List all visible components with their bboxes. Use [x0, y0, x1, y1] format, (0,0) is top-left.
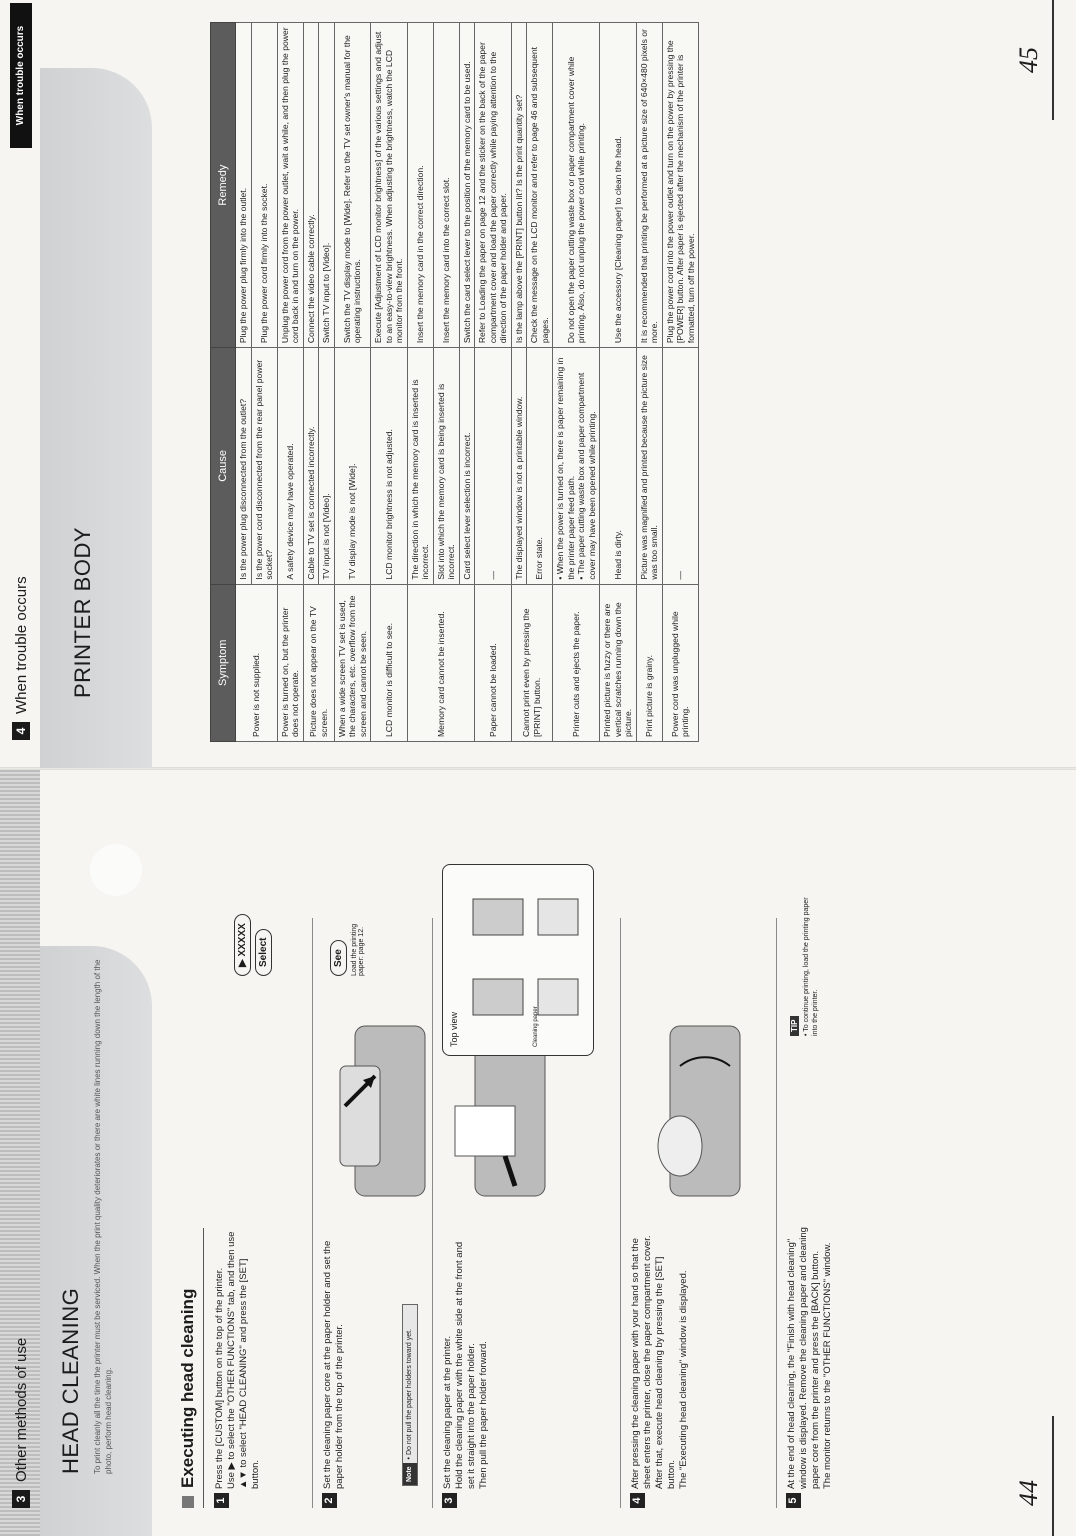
- remedy-cell: Unplug the power cord from the power outlet, wait a while, and then plug the power cord back in and turn on the power.: [277, 23, 303, 348]
- symptom-cell: Print picture is grainy.: [636, 584, 662, 741]
- intro-text: To print cleanly all the time the printer must be serviced. When the print quality deteriorates or there are white lines running down the length of the photo, perform head cleaning.: [93, 959, 113, 1474]
- section-title: When trouble occurs: [12, 576, 30, 714]
- remedy-cell: Insert the memory card in the correct direction.: [407, 23, 433, 348]
- cause-cell: The direction in which the memory card is inserted is incorrect.: [407, 348, 433, 584]
- see-text: Load the printing paper: page 12.: [351, 923, 365, 976]
- step-text: At the end of head cleaning, the "Finish with head cleaning" window is displayed. Remove the cleaning paper and cleaning paper core from the printer and press the [BACK] button. The monitor returns to the "OTHER FUNCTIONS" window.: [786, 1227, 833, 1489]
- page-44: [0, 768, 1076, 1536]
- title-band: [40, 68, 152, 768]
- top-view-label: Top view: [449, 1011, 459, 1047]
- printer-illustration-3: [640, 1006, 750, 1216]
- step-number: 3: [442, 1493, 457, 1508]
- cause-cell: Error state.: [527, 348, 553, 584]
- cause-cell: Is the power plug disconnected from the outlet?: [236, 348, 252, 584]
- table-row: [236, 23, 252, 742]
- cause-cell: Card select lever selection is incorrect.: [459, 348, 475, 584]
- step-text: Set the cleaning paper at the printer. Hold the cleaning paper with the white side at the front and set it straight into the paper holder. Then pull the paper holder forward.: [442, 1241, 489, 1489]
- cause-cell: TV input is not [Video].: [319, 348, 335, 584]
- page-number-rule: [1052, 1416, 1054, 1536]
- see-reference: [330, 906, 365, 976]
- see-label: See: [330, 940, 347, 976]
- binder-hole: [90, 844, 142, 896]
- section-header: [12, 1338, 30, 1508]
- xxxxx-pill: ▶ XXXXX: [234, 914, 251, 976]
- select-pill: Select: [255, 929, 272, 976]
- section-header: [12, 576, 30, 740]
- divider: [620, 918, 621, 1508]
- cause-cell: A safety device may have operated.: [277, 348, 303, 584]
- subhead-underline: [203, 1228, 204, 1508]
- step-text: Press the [CUSTOM] button on the top of the printer. Use ▶ to select the "OTHER FUNCTIONS" tab, and then use ▲▼ to select "HEAD CLEANING" and press the [SET] button.: [214, 1231, 261, 1489]
- cause-cell: —: [475, 348, 512, 584]
- cause-cell: Cable to TV set is connected incorrectly.: [303, 348, 319, 584]
- cause-cell: Is the power cord disconnected from the rear panel power socket?: [251, 348, 277, 584]
- header-cause: Cause: [211, 348, 236, 584]
- note-text: • Do not pull the paper holders toward yet.: [406, 1328, 413, 1460]
- cause-cell: Head is dirty.: [600, 348, 637, 584]
- cause-cell: • When the power is turned on, there is paper remaining in the printer paper feed path. • The paper cutting waste box and paper compartment cover may have been opened while printing.: [553, 348, 600, 584]
- remedy-cell: Do not open the paper cutting waste box or paper compartment cover while printing. Also, do not unplug the power cord while printing.: [553, 23, 600, 348]
- cause-cell: Slot into which the memory card is being inserted is incorrect.: [433, 348, 459, 584]
- subhead: [178, 1289, 198, 1508]
- step-5: [786, 1218, 834, 1508]
- divider: [776, 918, 777, 1508]
- symptom-cell: Power cord was unplugged while printing.: [662, 584, 699, 741]
- step-text: After pressing the cleaning paper with your hand so that the sheet enters the printer, close the paper compartment cover. After that, execute head cleaning by pressing the [SET] button. The "Executing head cleaning" window is displayed.: [630, 1235, 689, 1489]
- remedy-cell: Execute [Adjustment of LCD monitor brightness] of the various settings and adjust to an easy-to-view brightness. When adjusting the brightness, watch the LCD monitor from the front.: [371, 23, 408, 348]
- remedy-cell: Check the message on the LCD monitor and refer to page 46 and subsequent pages.: [527, 23, 553, 348]
- step-1: [214, 1218, 262, 1508]
- symptom-cell: Memory card cannot be inserted.: [407, 584, 475, 741]
- remedy-cell: Use the accessory [Cleaning paper] to clean the head.: [600, 23, 637, 348]
- table-row: [407, 23, 433, 742]
- cleaning-paper-label: Cleaning paper: [533, 1006, 539, 1047]
- page-number-44: 44: [1014, 1480, 1043, 1506]
- header-remedy: Remedy: [211, 23, 236, 348]
- table-row: [600, 23, 637, 742]
- button-pills: [234, 914, 276, 976]
- symptom-cell: When a wide screen TV set is used, the characters, etc. overflow from the screen and cannot be seen.: [334, 584, 371, 741]
- step-number: 4: [630, 1493, 645, 1508]
- symptom-cell: Printed picture is fuzzy or there are vertical scratches running down the picture.: [600, 584, 637, 741]
- table-row: [475, 23, 512, 742]
- subhead-title: Executing head cleaning: [178, 1288, 197, 1488]
- symptom-cell: Printer cuts and ejects the paper.: [553, 584, 600, 741]
- symptom-cell: Cannot print even by pressing the [PRINT] button.: [511, 584, 553, 741]
- table-body: [236, 23, 699, 742]
- remedy-cell: Switch TV input to [Video].: [319, 23, 335, 348]
- cause-cell: TV display mode is not [Wide].: [334, 348, 371, 584]
- tip-box: [790, 886, 820, 1036]
- remedy-cell: Plug the power plug firmly into the outlet.: [236, 23, 252, 348]
- note-box: [402, 1304, 418, 1486]
- cause-cell: Picture was magnified and printed because the picture size was too small.: [636, 348, 662, 584]
- page-number-45: 45: [1014, 47, 1043, 73]
- tip-text: • To continue printing, load the printing paper into the printer.: [803, 897, 819, 1036]
- remedy-cell: Connect the video cable correctly.: [303, 23, 319, 348]
- remedy-cell: Plug the power cord firmly into the socket.: [251, 23, 277, 348]
- top-view-box: [442, 864, 594, 1056]
- table-row: [277, 23, 303, 742]
- remedy-cell: It is recommended that printing be performed at a picture size of 640×480 pixels or more.: [636, 23, 662, 348]
- table-row: [371, 23, 408, 742]
- section-number: 3: [12, 1490, 30, 1508]
- note-tag: Note: [403, 1463, 417, 1485]
- symptom-cell: Power is not supplied.: [236, 584, 278, 741]
- remedy-cell: Plug the power cord into the power outlet and turn on the power by pressing the [POWER] button. After paper is ejected after the mechanism of the printer is formatted, turn off the power.: [662, 23, 699, 348]
- symptom-cell: LCD monitor is difficult to see.: [371, 584, 408, 741]
- step-number: 2: [322, 1493, 337, 1508]
- table-row: [553, 23, 600, 742]
- symptom-cell: Power is turned on, but the printer does not operate.: [277, 584, 303, 741]
- divider: [432, 918, 433, 1508]
- page-title: PRINTER BODY: [70, 526, 95, 698]
- symptom-cell: Picture does not appear on the TV screen.: [303, 584, 334, 741]
- step-3: [442, 1218, 490, 1508]
- step-number: 5: [786, 1493, 801, 1508]
- table-header-row: [211, 23, 236, 742]
- troubleshooting-table: [210, 22, 699, 742]
- table-row: [511, 23, 527, 742]
- table-row: [636, 23, 662, 742]
- remedy-cell: Switch the TV display mode to [Wide]. Refer to the TV set owner's manual for the operating instructions.: [334, 23, 371, 348]
- printer-illustration-1: [325, 1006, 435, 1216]
- remedy-cell: Switch the card select lever to the position of the memory card to be used.: [459, 23, 475, 348]
- step-number: 1: [214, 1493, 229, 1508]
- header-symptom: Symptom: [211, 584, 236, 741]
- tip-tag: TIP: [790, 1016, 799, 1036]
- cause-cell: LCD monitor brightness is not adjusted.: [371, 348, 408, 584]
- table-row: [334, 23, 371, 742]
- step-text: Set the cleaning paper core at the paper holder and set the paper holder from the top of the printer.: [322, 1240, 345, 1489]
- symptom-cell: Paper cannot be loaded.: [475, 584, 512, 741]
- table-row: [303, 23, 319, 742]
- roll-diagram: [443, 865, 593, 1055]
- cause-cell: —: [662, 348, 699, 584]
- section-number: 4: [12, 722, 30, 740]
- step-4: [630, 1218, 690, 1508]
- square-icon: [182, 1496, 194, 1508]
- table-row: [662, 23, 699, 742]
- page-title: HEAD CLEANING: [58, 1287, 83, 1474]
- cause-cell: The displayed window is not a printable window.: [511, 348, 527, 584]
- divider: [312, 918, 313, 1508]
- remedy-cell: Is the lamp above the [PRINT] button lit? Is the print quantity set?: [511, 23, 527, 348]
- page-number-rule: [1052, 0, 1054, 120]
- chapter-tab: When trouble occurs: [10, 3, 32, 148]
- step-2: [322, 1218, 346, 1508]
- remedy-cell: Refer to Loading the paper on page 12 and the sticker on the back of the paper compartment cover and load the paper correctly while paying attention to the direction of the paper holder and paper.: [475, 23, 512, 348]
- remedy-cell: Insert the memory card into the correct slot.: [433, 23, 459, 348]
- section-title: Other methods of use: [12, 1337, 30, 1482]
